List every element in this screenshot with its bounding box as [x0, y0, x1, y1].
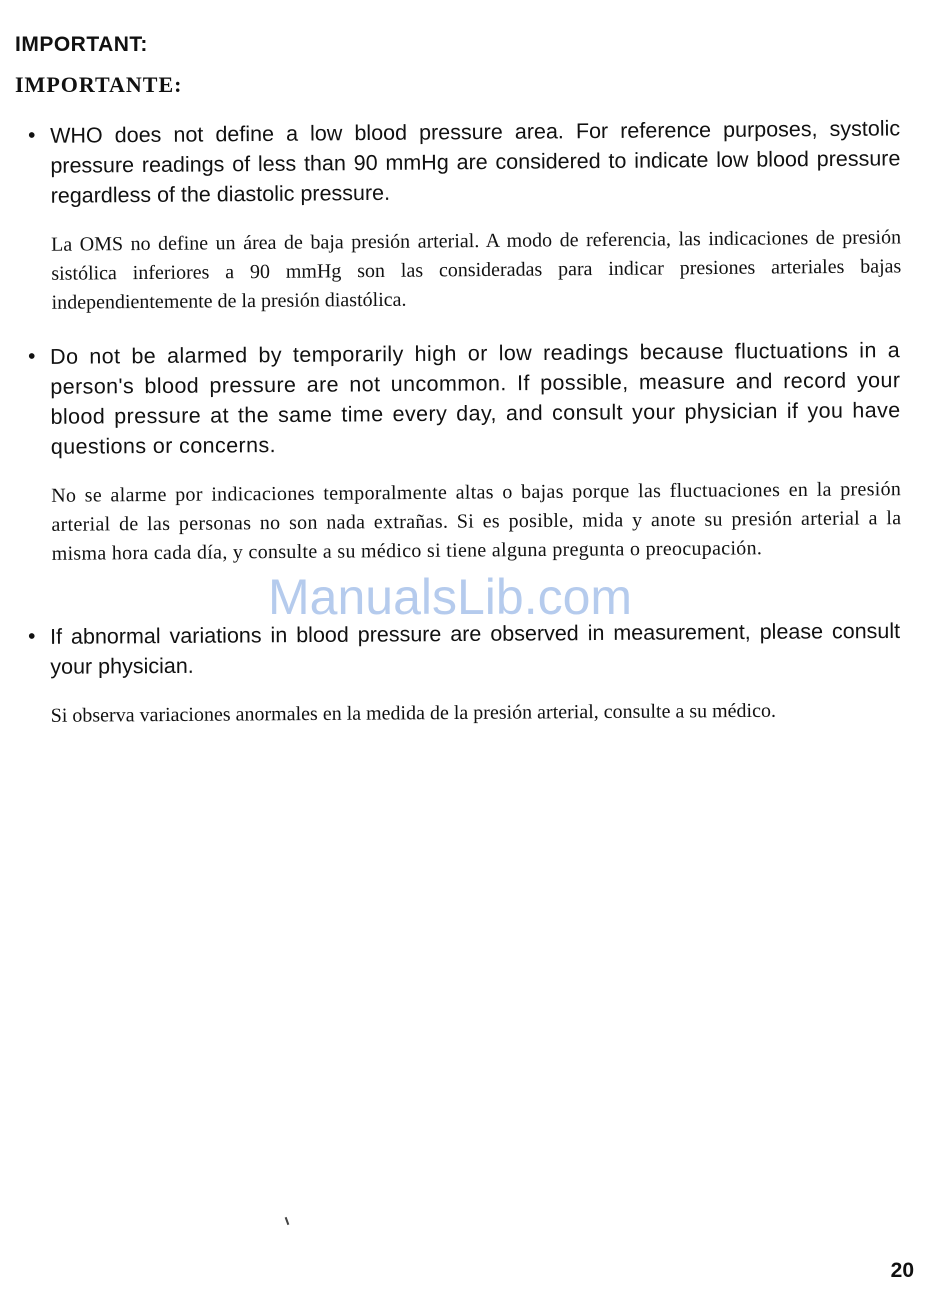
- note-english-text: Do not be alarmed by temporarily high or low readings because fluctuations in a person's blood pressure are not uncommon. If possible, measure and record your blood pressure at the same time every day, and consult your physician if you have questions or concerns.: [50, 338, 901, 459]
- scan-speck: [285, 1217, 290, 1225]
- note-text-spanish: Si observa variaciones anormales en la medida de la presión arterial, consulte a su médico.: [50, 699, 777, 727]
- note-text-english: [28, 335, 901, 462]
- watermark: ManualsLib.com: [268, 569, 633, 625]
- note-item-fluctuations: [28, 335, 902, 569]
- note-item-low-pressure: [28, 113, 902, 318]
- heading-important-english: IMPORTANT:: [15, 33, 148, 56]
- note-english-text: If abnormal variations in blood pressure are observed in measurement, please consult your physician.: [50, 618, 901, 679]
- bullet-icon: •: [28, 123, 36, 147]
- note-text-spanish: No se alarme por indicaciones temporalmente altas o bajas porque las fluctuaciones en la presión arterial de las personas no son nada extrañas. Si es posible, mida y anote su presión arterial a la misma hora cada día, y consulte a su médico si tiene alguna pregunta o preocupación.: [51, 478, 902, 565]
- bullet-icon: •: [28, 344, 36, 368]
- note-english-text: WHO does not define a low blood pressure area. For reference purposes, systolic pressure readings of less than 90 mmHg are considered to indicate low blood pressure regardless of the diastolic pressure.: [50, 116, 901, 208]
- bullet-icon: •: [28, 624, 36, 648]
- page-number: 20: [890, 1259, 914, 1282]
- note-text-spanish: La OMS no define un área de baja presión arterial. A modo de referencia, las indicaciones de presión sistólica inferiores a 90 mmHg son las consideradas para indicar presiones arteriales bajas independientemente de la presión diastólica.: [50, 226, 902, 314]
- heading-important-spanish: IMPORTANTE:: [15, 72, 183, 97]
- note-text-english: [28, 616, 900, 682]
- note-text-english: [28, 113, 901, 211]
- note-item-abnormal-variations: [28, 616, 901, 731]
